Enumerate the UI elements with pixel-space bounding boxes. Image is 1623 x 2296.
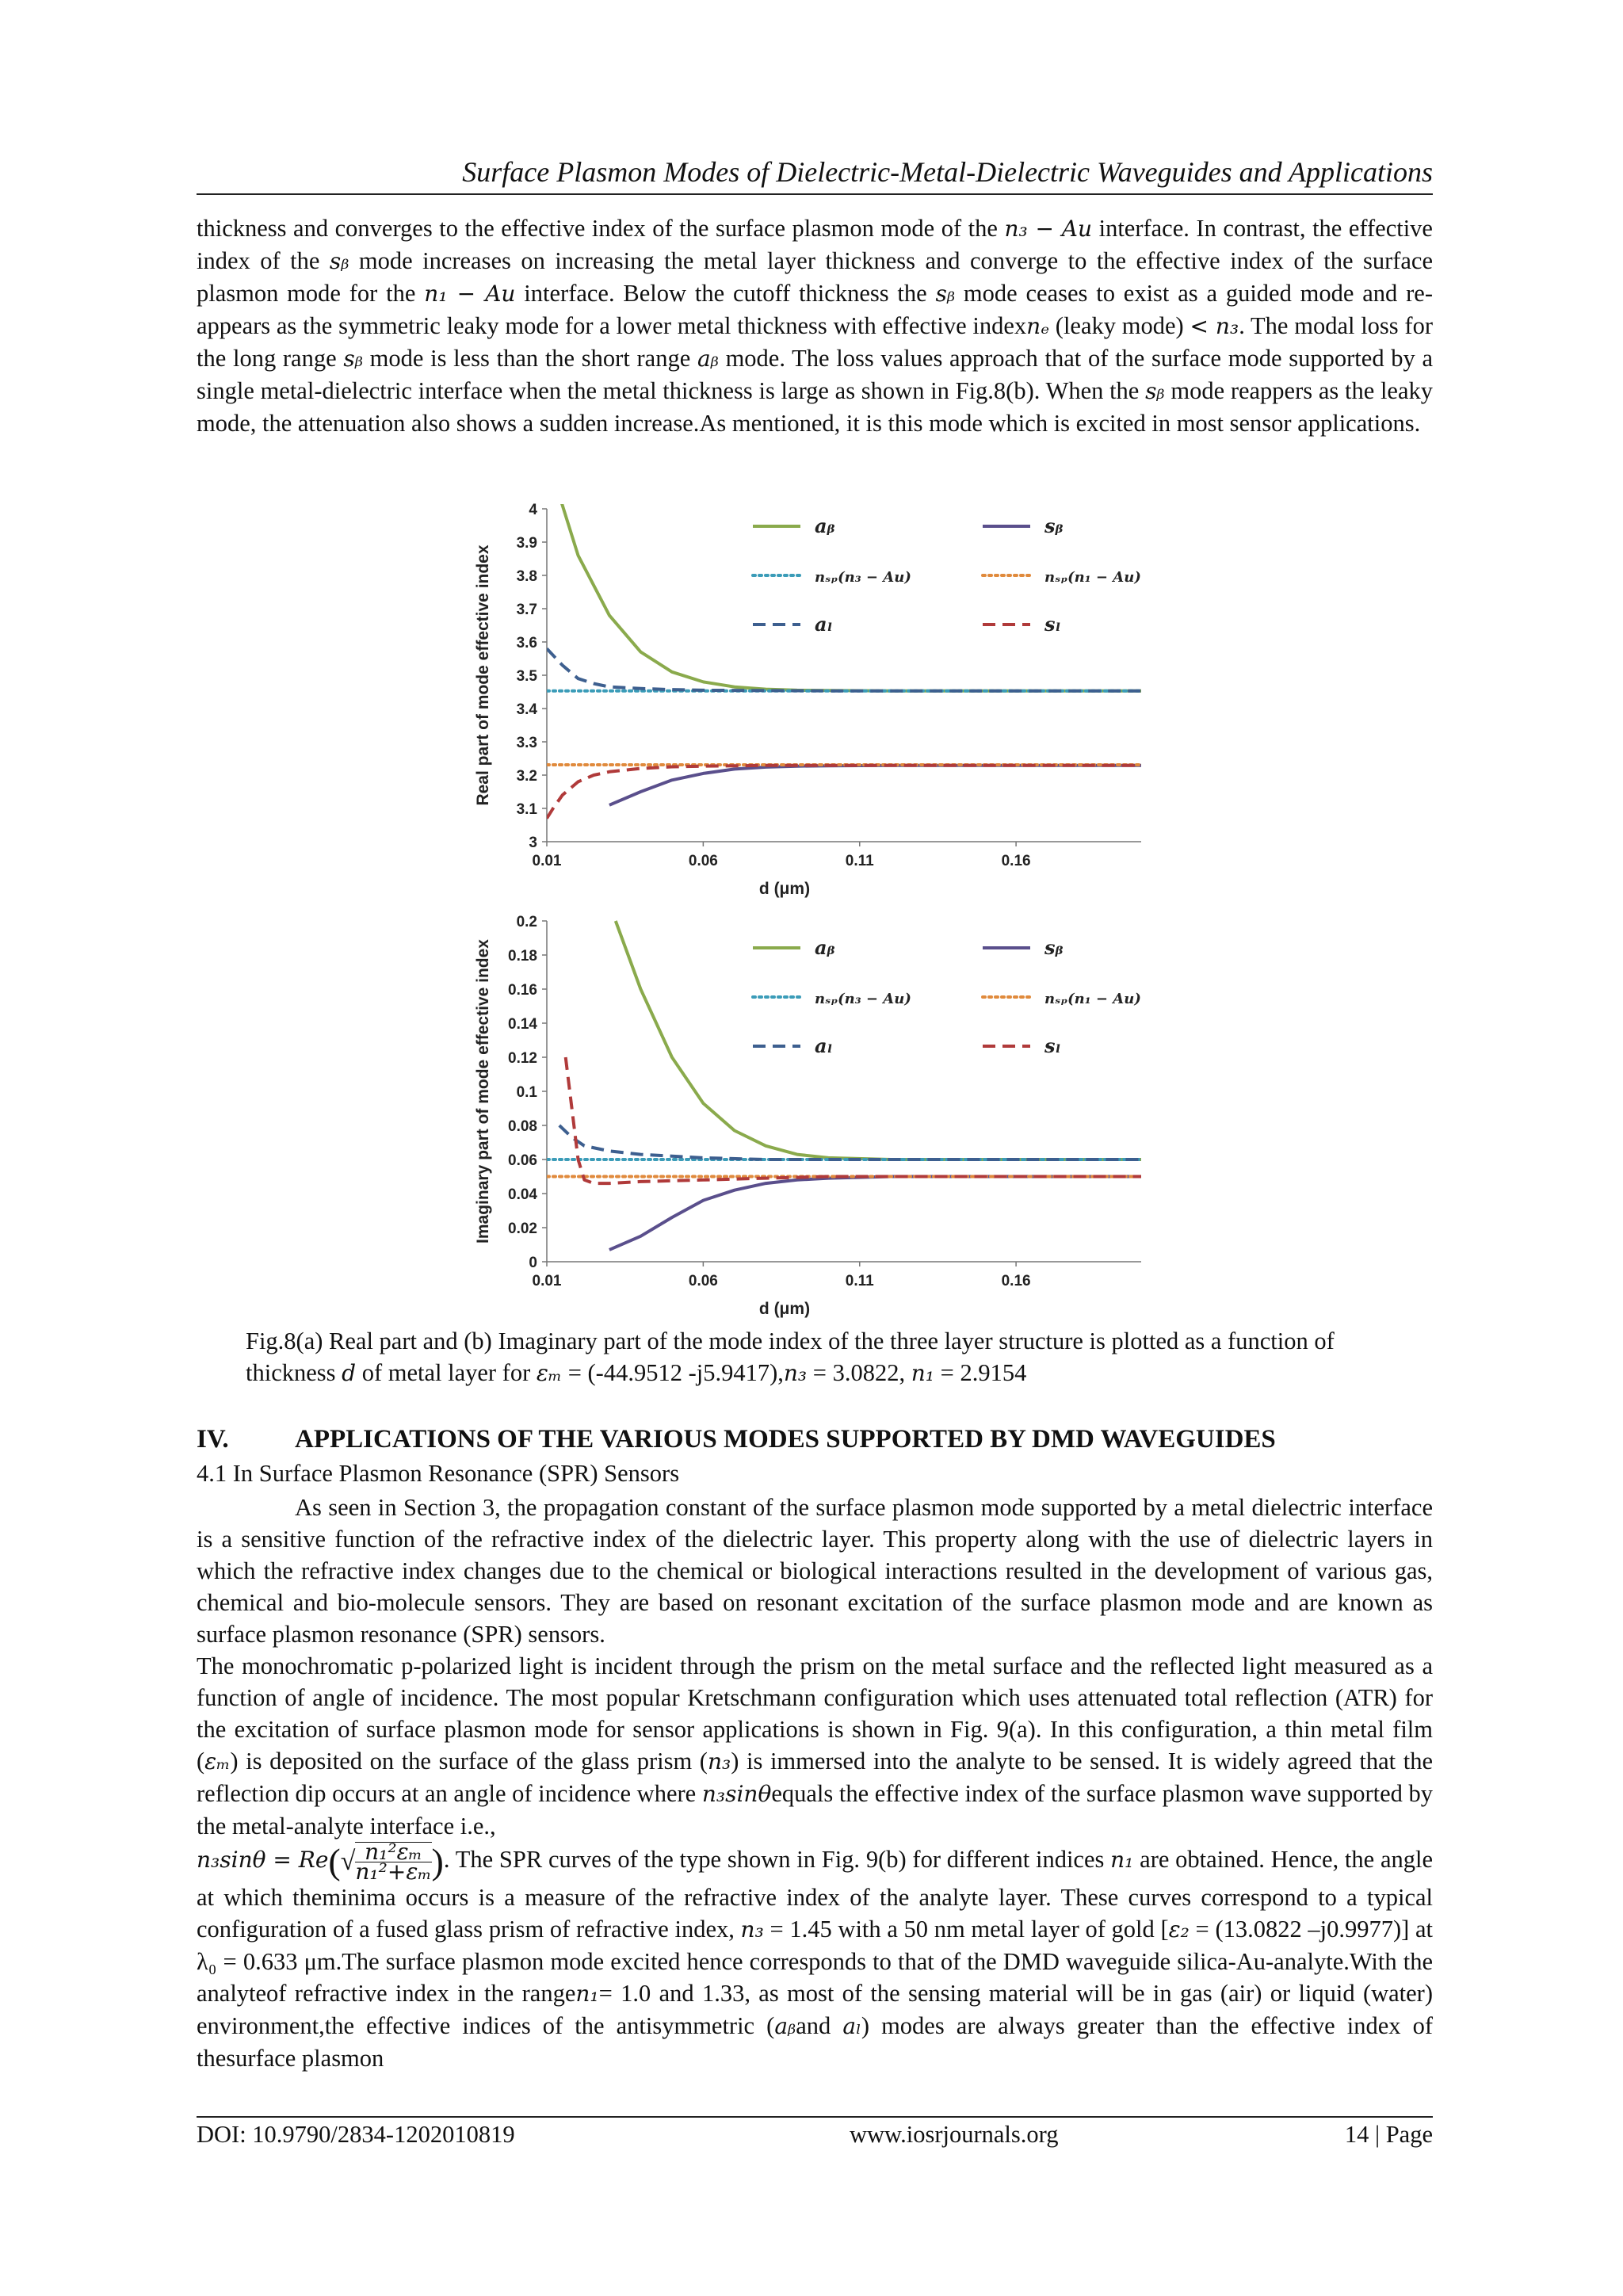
y-tick-label: 0.14 [508,1016,537,1033]
y-tick-label: 3.2 [516,768,537,785]
legend-label-a_b: aᵦ [815,936,835,959]
y-tick-label: 0.06 [508,1152,537,1169]
header-rule [197,193,1433,195]
chart-real-part [444,491,1173,904]
series-group [547,921,1141,1250]
y-tick-label: 3.4 [516,701,537,718]
legend-label-n_SP(n1-Au): nₛₚ(n₁ − Au) [1044,569,1141,586]
x-tick-label: 0.11 [845,853,874,869]
legend-label-s_b: sᵦ [1044,514,1064,537]
y-axis-label: Real part of mode effective index [474,544,492,806]
y-tick-label: 3.9 [516,535,537,552]
y-tick-label: 0 [529,1255,537,1271]
x-tick-label: 0.11 [845,1273,874,1289]
x-tick-label: 0.16 [1001,1273,1031,1289]
x-tick-label: 0.01 [532,853,562,869]
y-axis-label: Imaginary part of mode effective index [474,939,492,1244]
subsection-heading: 4.1 In Surface Plasmon Resonance (SPR) Sensors [197,1460,680,1487]
section-number: IV. [197,1425,229,1454]
figure-8b-imaginary-index [444,904,1173,1324]
legend [753,936,1141,1057]
x-tick-label: 0.06 [688,1273,718,1289]
y-tick-label: 4 [529,502,537,518]
section-title: APPLICATIONS OF THE VARIOUS MODES SUPPORTED BY DMD WAVEGUIDES [295,1425,1276,1454]
series-line-a_l [547,648,1141,690]
series-line-s_l [547,766,1141,819]
x-tick-label: 0.06 [688,853,718,869]
figure-8a-real-index [444,491,1173,904]
section-heading [197,1425,1433,1454]
spr-equation: n₃sinθ = Re(√ $\frac{\text{n₁²εₘ}}{\text{n₁²+εₘ}}$ ) [197,1839,444,1885]
x-axis-label: d (μm) [758,1300,811,1318]
series-line-s_b [609,1177,1141,1250]
y-tick-label: 0.04 [508,1186,537,1203]
footer-website: www.iosrjournals.org [850,2121,1059,2148]
series-line-a_l [559,1125,1141,1159]
y-tick-label: 0.02 [508,1221,537,1237]
y-tick-label: 0.2 [516,914,537,930]
paragraph-1: thickness and converges to the effective index of the surface plasmon mode of the n₃ − Au interface. In contrast, the effective index of the sᵦ mode increases on increasing the metal layer thickness and converge to the effective index of the surface plasmon mode for the n₁ − Au interface. Below the cutoff thickness the sᵦ mode ceases to exist as a guided mode and re-appears as the symmetric leaky mode for a lower metal thickness with effective indexnₑ (leaky mode) < n₃. The modal loss for the long range sᵦ mode is less than the short range aᵦ mode. The loss values approach that of the surface mode supported by a single metal-dielectric interface when the metal thickness is large as shown in Fig.8(b). When the sᵦ mode reappers as the leaky mode, the attenuation also shows a sudden increase.As mentioned, it is this mode which is excited in most sensor applications. [197,215,1434,437]
x-axis-label: d (μm) [758,880,811,898]
legend-label-a_l: aₗ [815,613,833,636]
series-line-s_b [609,766,1141,805]
y-tick-label: 0.1 [516,1084,537,1101]
x-tick-label: 0.01 [532,1273,562,1289]
legend-label-n_SP(n3-Au): nₛₚ(n₃ − Au) [815,991,911,1007]
axes [474,914,1141,1318]
y-tick-label: 3.3 [516,735,537,751]
legend-label-a_l: aₗ [815,1034,833,1057]
footer-rule [197,2116,1433,2118]
legend-label-s_b: sᵦ [1044,936,1064,959]
y-tick-label: 3.1 [516,801,537,818]
footer-page-number: 14 | Page [1344,2121,1433,2148]
y-tick-label: 3.5 [516,668,537,685]
footer-doi: DOI: 10.9790/2834-1202010819 [197,2121,515,2148]
legend-label-n_SP(n3-Au): nₛₚ(n₃ − Au) [815,569,911,586]
figure-caption: Fig.8(a) Real part and (b) Imaginary part of the mode index of the three layer structure is plotted as a function of thickness d of metal layer for εₘ = (-44.9512 -j5.9417),n₃ = 3.0822, n₁ = 2.9154 [246,1328,1335,1386]
paragraph-2: As seen in Section 3, the propagation constant of the surface plasmon mode supported by a metal dielectric interface is a sensitive function of the refractive index of the dielectric layer. This property along with the use of dielectric layers in which the refractive index changes due to the chemical or biological interactions resulted in the development of various gas, chemical and bio-molecule sensors. They are based on resonant excitation of the surface plasmon mode and are known as surface plasmon resonance (SPR) sensors. [197,1494,1433,1648]
y-tick-label: 0.16 [508,982,537,999]
legend-label-n_SP(n1-Au): nₛₚ(n₁ − Au) [1044,991,1141,1007]
y-tick-label: 0.18 [508,948,537,965]
running-header: Surface Plasmon Modes of Dielectric-Metal-Dielectric Waveguides and Applications [462,156,1433,188]
legend [753,514,1141,636]
series-line-s_l [566,1057,1141,1183]
y-tick-label: 0.12 [508,1050,537,1067]
y-tick-label: 0.08 [508,1118,537,1135]
y-tick-label: 3.6 [516,635,537,651]
legend-label-a_b: aᵦ [815,514,835,537]
legend-label-s_l: sₗ [1044,613,1061,636]
y-tick-label: 3.8 [516,568,537,585]
x-tick-label: 0.16 [1001,853,1031,869]
y-tick-label: 3.7 [516,602,537,618]
paragraph-3: The monochromatic p-polarized light is incident through the prism on the metal surface and the reflected light measured as a function of angle of incidence. The most popular Kretschmann configuration which uses attenuated total reflection (ATR) for the excitation of surface plasmon mode for sensor applications is shown in Fig. 9(a). In this configuration, a thin metal film (εₘ) is deposited on the surface of the glass prism (n₃) is immersed into the analyte to be sensed. It is widely agreed that the reflection dip occurs at an angle of incidence where n₃sinθequals the effective index of the surface plasmon wave supported by the metal-analyte interface i.e., n₃sinθ = Re(√ $\frac{\text{n₁²εₘ}}{\text{n₁²+εₘ}}$ ). The SPR curves of the type shown in Fig. 9(b) for different indices n₁ are obtained. Hence, the angle at which theminima occurs is a measure of the refractive index of the analyte layer. These curves correspond to a typical configuration of a fused glass prism of refractive index, n₃ = 1.45 with a 50 nm metal layer of gold [ε₂ = (13.0822 –j0.9977)] at λ₀ = 0.633 μm.The surface plasmon mode excited hence corresponds to that of the DMD waveguide silica-Au-analyte.With the analyteof refractive index in the rangen₁= 1.0 and 1.33, as most of the sensing material will be in gas (air) or liquid (water) environment,the effective indices of the antisymmetric (aᵦand aₗ) modes are always greater than the effective index of thesurface plasmon [197,1652,1434,2072]
chart-imaginary-part [444,904,1173,1324]
y-tick-label: 3 [529,835,537,851]
legend-label-s_l: sₗ [1044,1034,1061,1057]
axes [474,502,1141,898]
